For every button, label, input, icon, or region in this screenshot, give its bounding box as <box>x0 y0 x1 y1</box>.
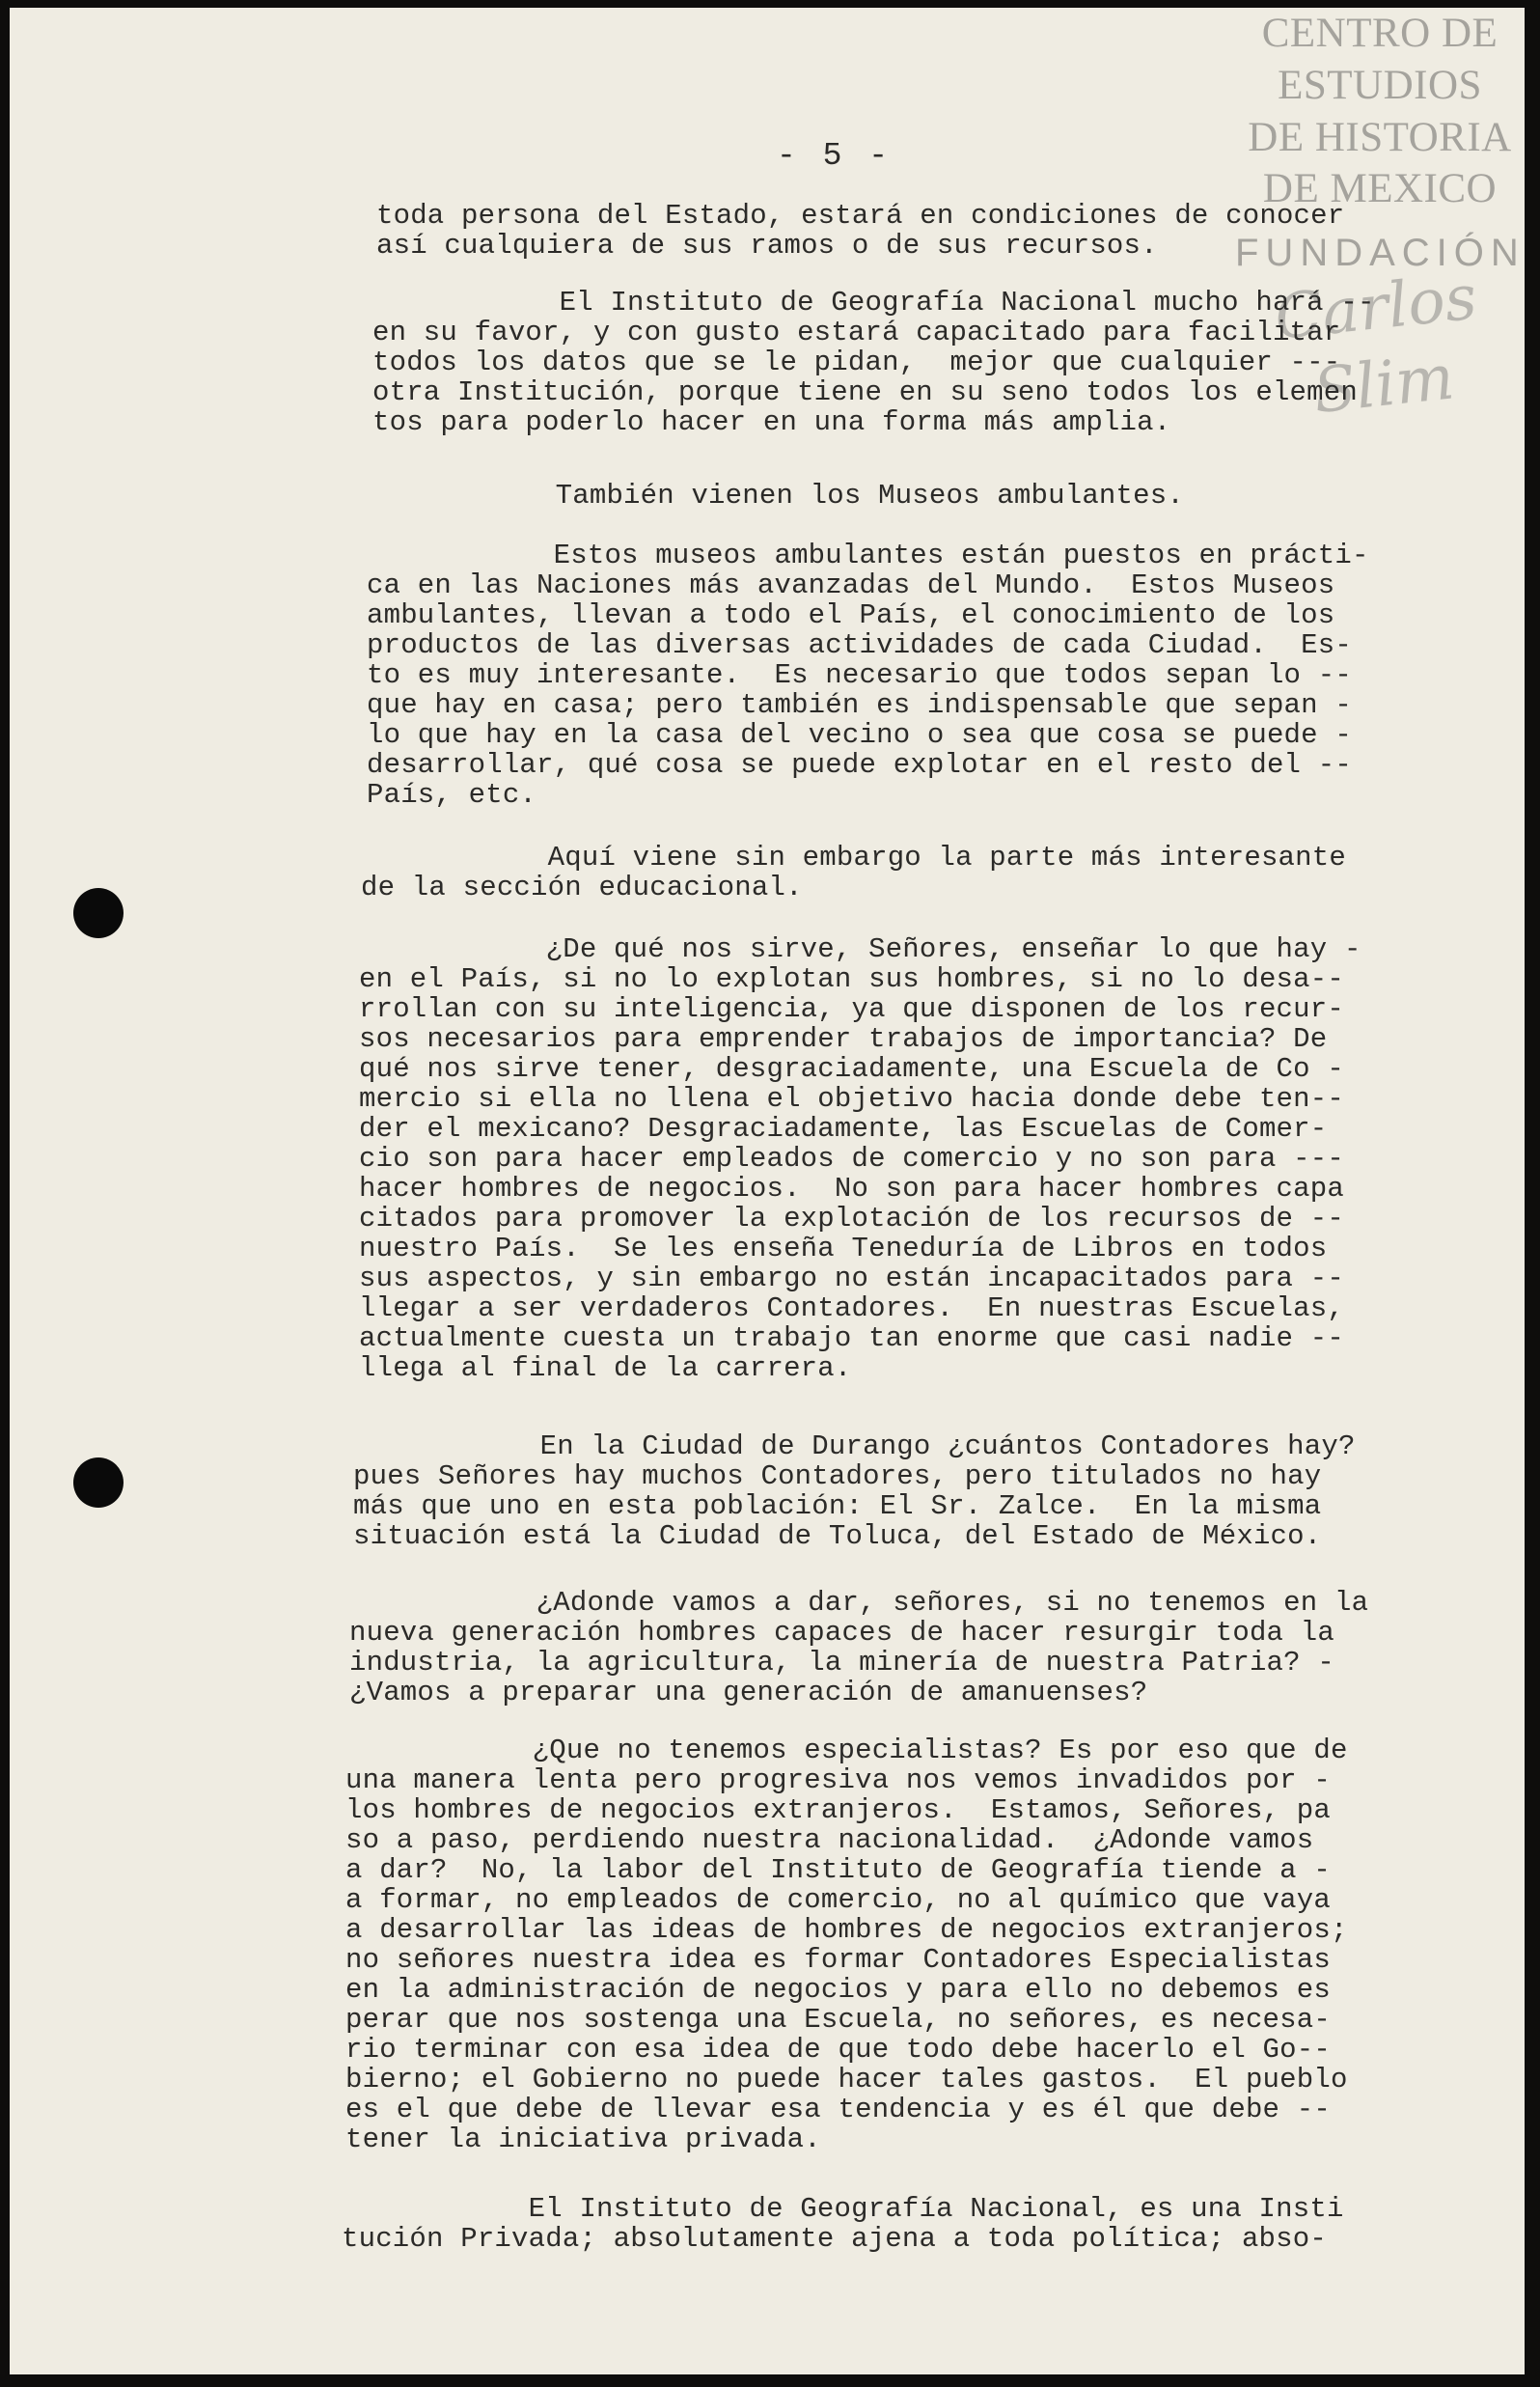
paragraph-4: Estos museos ambulantes están puestos en prácti- ca en las Naciones más avanzadas del Mundo. Estos Museos ambulantes, llevan a todo el País, el conocimiento de los productos de las diversas actividades de cada Ciudad. Es- to es muy interesante. Es necesario que todos sepan lo -- que hay en casa; pero también es indispensable que sepan - lo que hay en la casa del vecino o sea que cosa se puede - desarrollar, qué cosa se puede explotar en el resto del -- País, etc. <box>367 540 1369 811</box>
binder-hole-lower <box>73 1457 124 1508</box>
paragraph-8: ¿Adonde vamos a dar, señores, si no tenemos en la nueva generación hombres capaces de hacer resurgir toda la industria, la agricultura, la minería de nuestra Patria? - ¿Vamos a preparar una generación de amanuenses? <box>349 1587 1369 1708</box>
paragraph-3: También vienen los Museos ambulantes. <box>369 480 1184 512</box>
paragraph-10: El Instituto de Geografía Nacional, es una Insti tución Privada; absolutamente ajena a toda política; abso- <box>342 2193 1344 2255</box>
watermark-foundation: FUNDACIÓN <box>1235 232 1526 274</box>
paragraph-9: ¿Que no tenemos especialistas? Es por eso que de una manera lenta pero progresiva nos vemos invadidos por - los hombres de negocios extranjeros. Estamos, Señores, pa so a paso, perdiendo nuestra nacionalidad. ¿Adonde vamos a dar? No, la labor del Instituto de Geografía tiende a - a formar, no empleados de comercio, no al químico que vaya a desarrollar las ideas de hombres de negocios extranjeros; no señores nuestra idea es formar Contadores Especialistas en la administración de negocios y para ello no debemos es perar que nos sostenga una Escuela, no señores, es necesa- rio terminar con esa idea de que todo debe hacerlo el Go-- bierno; el Gobierno no puede hacer tales gastos. El pueblo es el que debe de llevar esa tendencia y es él que debe -- tener la iniciativa privada. <box>345 1735 1348 2155</box>
paragraph-1: toda persona del Estado, estará en condiciones de conocer así cualquiera de sus ramos o de sus recursos. <box>376 200 1345 262</box>
paragraph-2: El Instituto de Geografía Nacional mucho hará -- en su favor, y con gusto estará capacitado para facilitar todos los datos que se le pidan, mejor que cualquier --- otra Institución, porque tiene en su seno todos los elemen tos para poderlo hacer en una forma más amplia. <box>372 287 1375 438</box>
watermark-line: CENTRO DE <box>1261 11 1499 56</box>
paragraph-6: ¿De qué nos sirve, Señores, enseñar lo que hay - en el País, si no lo explotan sus hombres, si no lo desa-- rrollan con su inteligencia, ya que disponen de los recur- sos necesarios para emprender trabajos de importancia? De qué nos sirve tener, desgraciadamente, una Escuela de Co - mercio si ella no llena el objetivo hacia donde debe ten-- der el mexicano? Desgraciadamente, las Escuelas de Comer- cio son para hacer empleados de comercio y no son para --- hacer hombres de negocios. No son para hacer hombres capa citados para promover la explotación de los recursos de -- nuestro País. Se les enseña Teneduría de Libros en todos sus aspectos, y sin embargo no están incapacitados para -- llegar a ser verdaderos Contadores. En nuestras Escuelas, actualmente cuesta un trabajo tan enorme que casi nadie -- llega al final de la carrera. <box>359 933 1361 1384</box>
watermark-line: DE HISTORIA <box>1248 114 1512 160</box>
watermark-line: DE MEXICO <box>1262 166 1498 212</box>
page-number: - 5 - <box>777 138 893 174</box>
watermark-signature: Carlos Slim <box>1271 262 1480 429</box>
binder-hole-upper <box>73 888 124 938</box>
paragraph-7: En la Ciudad de Durango ¿cuántos Contadores hay? pues Señores hay muchos Contadores, pero titulados no hay más que uno en esta población: El Sr. Zalce. En la misma situación está la Ciudad de Toluca, del Estado de México. <box>353 1430 1356 1552</box>
paragraph-5: Aquí viene sin embargo la parte más interesante de la sección educacional. <box>361 842 1346 903</box>
watermark-line: ESTUDIOS <box>1278 62 1482 108</box>
document-page <box>10 8 1525 2374</box>
